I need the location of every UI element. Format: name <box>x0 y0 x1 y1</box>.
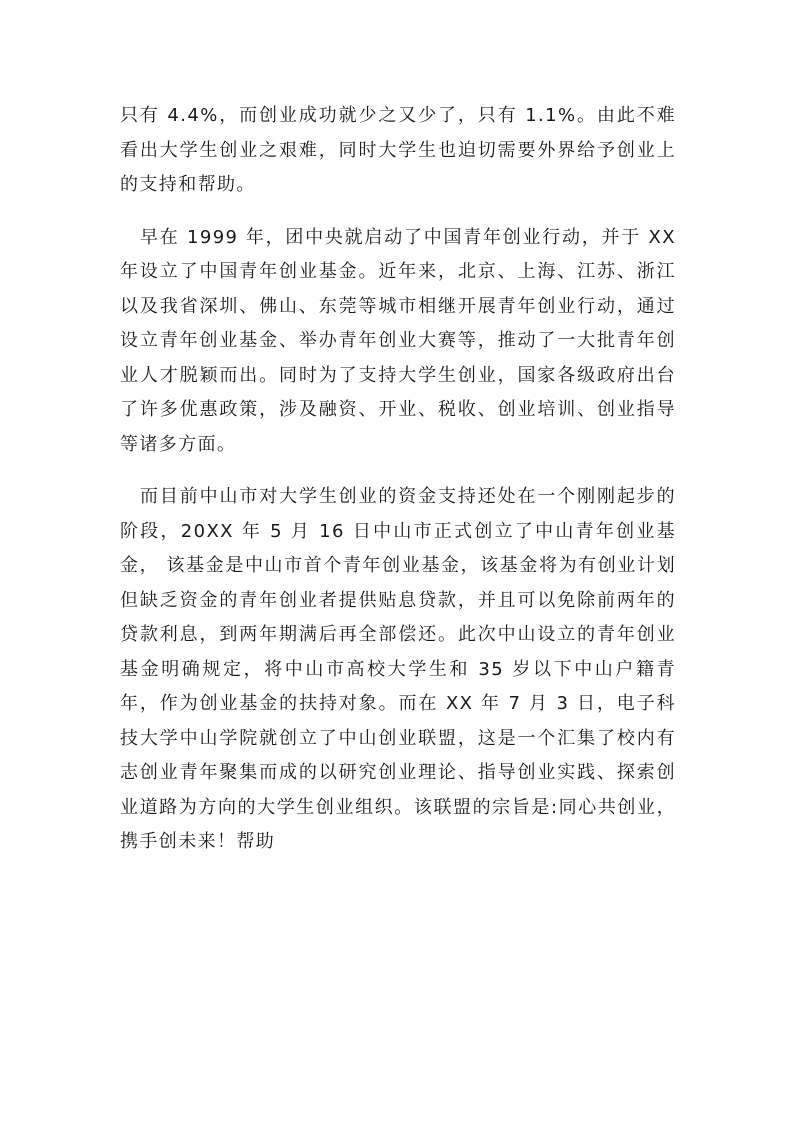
document-body <box>120 99 676 878</box>
paragraph-2: 早在 1999 年，团中央就启动了中国青年创业行动，并于 XX 年设立了中国青年创业基金。近年来，北京、上海、江苏、浙江以及我省深圳、佛山、东莞等城市相继开展青年创业行动，通过设立青年创业基金、举办青年创业大赛等，推动了一大批青年创业人才脱颖而出。同时为了支持大学生创业，国家各级政府出台了许多优惠政策，涉及融资、开业、税收、创业培训、创业指导等诸多方面。 <box>120 226 676 455</box>
paragraph-3: 而目前中山市对大学生创业的资金支持还处在一个刚刚起步的阶段，20XX 年 5 月 16 日中山市正式创立了中山青年创业基金， 该基金是中山市首个青年创业基金，该基金将为有创业计划但缺乏资金的青年创业者提供贴息贷款，并且可以免除前两年的贷款利息，到两年期满后再全部偿还。此次中山设立的青年创业基金明确规定，将中山市高校大学生和 35 岁以下中山户籍青年，作为创业基金的扶持对象。而在 XX 年 7 月 3 日，电子科技大学中山学院就创立了中山创业联盟，这是一个汇集了校内有志创业青年聚集而成的以研究创业理论、指导创业实践、探索创业道路为方向的大学生创业组织。该联盟的宗旨是:同心共创业，携手创未来！帮助 <box>120 486 676 852</box>
paragraph-1: 只有 4.4%，而创业成功就少之又少了，只有 1.1%。由此不难看出大学生创业之艰难，同时大学生也迫切需要外界给予创业上的支持和帮助。 <box>120 105 676 195</box>
